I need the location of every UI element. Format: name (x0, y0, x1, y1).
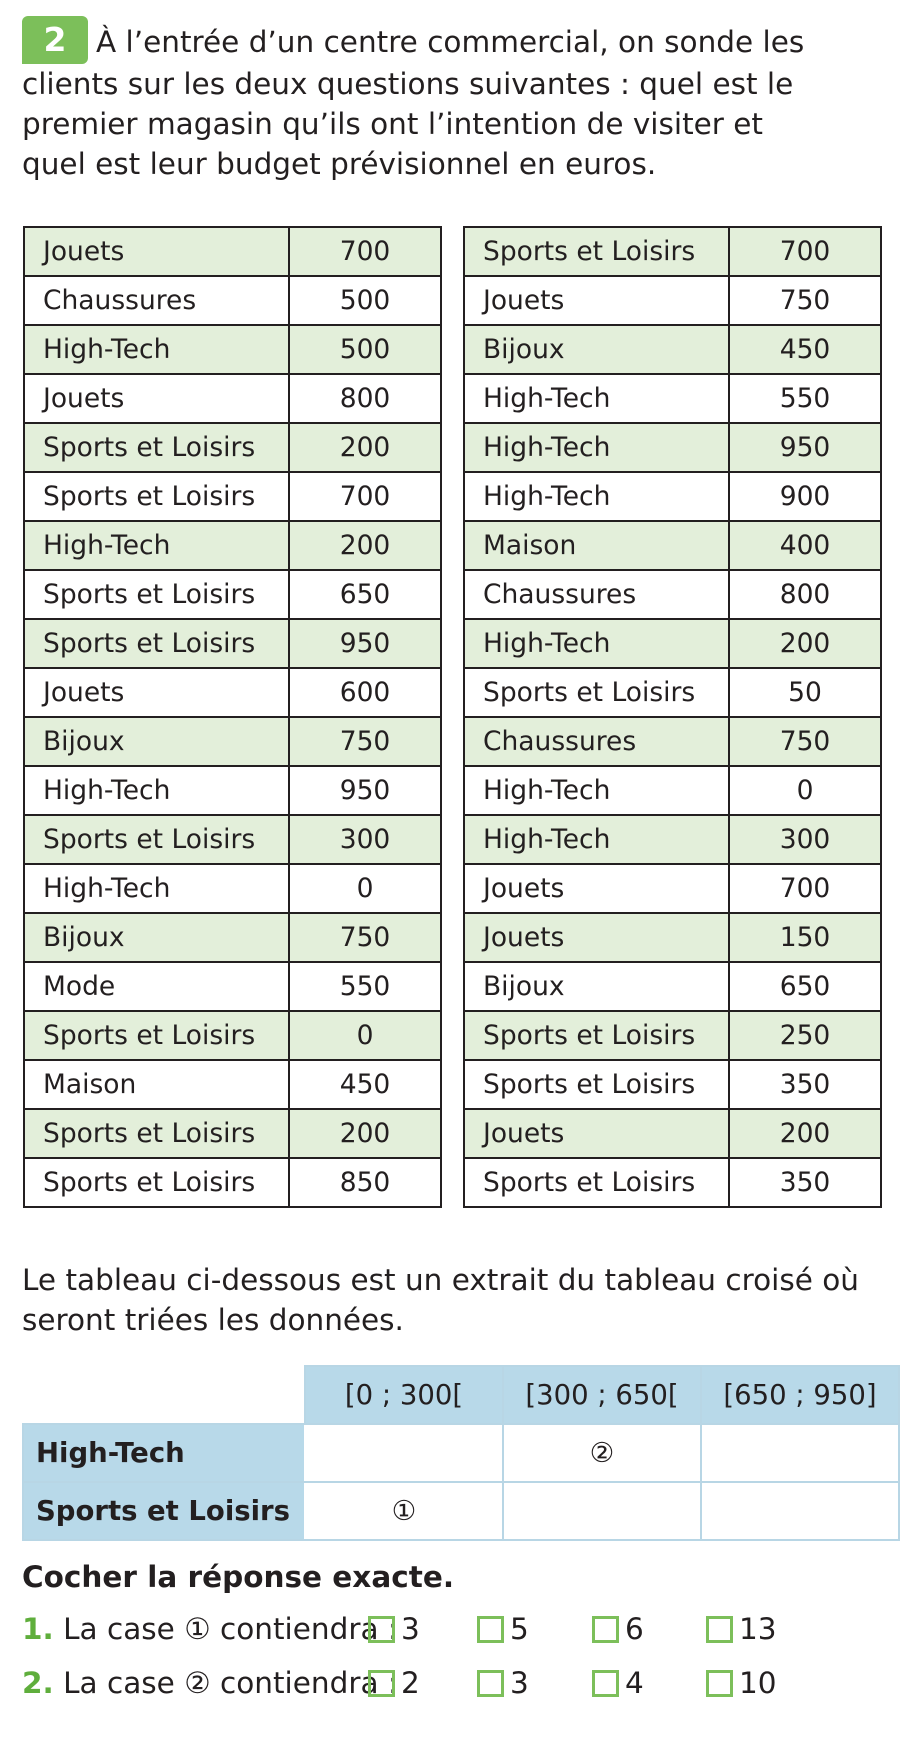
store-cell: High-Tech (464, 815, 729, 864)
checkbox[interactable] (368, 1670, 395, 1697)
store-cell: Bijoux (464, 962, 729, 1011)
budget-cell: 500 (289, 325, 441, 374)
store-cell: Chaussures (464, 570, 729, 619)
cross-table-col-header: [300 ; 650[ (503, 1366, 701, 1424)
table-row (464, 521, 881, 570)
cross-table-cell-marker-1: ① (305, 1482, 503, 1540)
store-cell: Sports et Loisirs (24, 619, 289, 668)
exercise-number-badge: 2 (22, 16, 88, 64)
cross-table-row-header: High-Tech (23, 1424, 305, 1482)
budget-cell: 450 (289, 1060, 441, 1109)
question-number: 1. (22, 1612, 54, 1646)
table-row (24, 276, 441, 325)
budget-cell: 200 (289, 521, 441, 570)
store-cell: Jouets (464, 1109, 729, 1158)
store-cell: High-Tech (464, 619, 729, 668)
table-row (24, 668, 441, 717)
budget-cell: 450 (729, 325, 881, 374)
table-row (24, 962, 441, 1011)
cross-table-corner (23, 1366, 305, 1424)
table-row (24, 815, 441, 864)
budget-cell: 750 (289, 913, 441, 962)
table-row (24, 1060, 441, 1109)
store-cell: High-Tech (464, 374, 729, 423)
table-row (464, 619, 881, 668)
store-cell: Jouets (464, 864, 729, 913)
cross-table-cell (305, 1424, 503, 1482)
budget-cell: 900 (729, 472, 881, 521)
option-label: 5 (510, 1612, 529, 1646)
store-cell: Bijoux (24, 717, 289, 766)
budget-cell: 300 (729, 815, 881, 864)
budget-cell: 700 (729, 864, 881, 913)
store-cell: Jouets (24, 668, 289, 717)
table-row (464, 423, 881, 472)
table-row (464, 472, 881, 521)
table-row (464, 276, 881, 325)
survey-table-left (23, 226, 442, 1208)
store-cell: High-Tech (24, 521, 289, 570)
answer-option[interactable] (368, 1612, 420, 1646)
store-cell: Bijoux (464, 325, 729, 374)
question-2 (22, 1666, 777, 1700)
budget-cell: 50 (729, 668, 881, 717)
cross-table-col-header: [0 ; 300[ (305, 1366, 503, 1424)
table-row (24, 717, 441, 766)
table-row (24, 766, 441, 815)
table-row (24, 1011, 441, 1060)
budget-cell: 0 (289, 1011, 441, 1060)
table-row (464, 1011, 881, 1060)
cross-table-col-header: [650 ; 950] (701, 1366, 899, 1424)
table-row (464, 1060, 881, 1109)
answer-option[interactable] (592, 1612, 644, 1646)
store-cell: Mode (24, 962, 289, 1011)
store-cell: Sports et Loisirs (24, 1011, 289, 1060)
budget-cell: 0 (729, 766, 881, 815)
store-cell: Chaussures (24, 276, 289, 325)
store-cell: Sports et Loisirs (24, 1158, 289, 1207)
table-row (24, 374, 441, 423)
budget-cell: 950 (729, 423, 881, 472)
budget-cell: 550 (729, 374, 881, 423)
exercise-intro-text: À l’entrée d’un centre commercial, on sonde les clients sur les deux questions suivantes : quel est le premier magasin qu’ils ont l’intention de visiter et quel est leur budget prévisionnel en euros. (22, 25, 805, 181)
table-row (24, 619, 441, 668)
cross-table-row-sports (23, 1482, 899, 1540)
checkbox[interactable] (477, 1616, 504, 1643)
store-cell: Chaussures (464, 717, 729, 766)
table-row (464, 717, 881, 766)
table-row (24, 1109, 441, 1158)
table-row (24, 864, 441, 913)
store-cell: Jouets (464, 276, 729, 325)
option-label: 6 (625, 1612, 644, 1646)
budget-cell: 950 (289, 619, 441, 668)
table-row (464, 766, 881, 815)
budget-cell: 750 (729, 717, 881, 766)
question-1 (22, 1612, 777, 1646)
option-label: 3 (401, 1612, 420, 1646)
budget-cell: 750 (289, 717, 441, 766)
store-cell: Maison (464, 521, 729, 570)
checkbox[interactable] (592, 1616, 619, 1643)
store-cell: Jouets (464, 913, 729, 962)
store-cell: Sports et Loisirs (24, 570, 289, 619)
checkbox[interactable] (706, 1616, 733, 1643)
budget-cell: 600 (289, 668, 441, 717)
table-row (24, 325, 441, 374)
budget-cell: 650 (289, 570, 441, 619)
answer-option[interactable] (368, 1666, 420, 1700)
cross-table-cell (701, 1482, 899, 1540)
budget-cell: 750 (729, 276, 881, 325)
store-cell: Sports et Loisirs (24, 472, 289, 521)
cross-table-header-row (23, 1366, 899, 1424)
cross-table-cell-marker-2: ② (503, 1424, 701, 1482)
table-row (24, 913, 441, 962)
budget-cell: 650 (729, 962, 881, 1011)
budget-cell: 350 (729, 1158, 881, 1207)
budget-cell: 550 (289, 962, 441, 1011)
cross-table-row-header: Sports et Loisirs (23, 1482, 305, 1540)
budget-cell: 0 (289, 864, 441, 913)
budget-cell: 350 (729, 1060, 881, 1109)
budget-cell: 200 (289, 423, 441, 472)
store-cell: High-Tech (24, 325, 289, 374)
table-row (464, 668, 881, 717)
table-row (24, 1158, 441, 1207)
cross-table-row-high-tech (23, 1424, 899, 1482)
answer-option[interactable] (592, 1666, 644, 1700)
budget-cell: 700 (289, 472, 441, 521)
answer-option[interactable] (477, 1666, 529, 1700)
table-row (464, 864, 881, 913)
checkbox[interactable] (706, 1670, 733, 1697)
option-label: 13 (739, 1612, 777, 1646)
budget-cell: 950 (289, 766, 441, 815)
budget-cell: 700 (289, 227, 441, 276)
table-row (464, 325, 881, 374)
checkbox[interactable] (477, 1670, 504, 1697)
budget-cell: 800 (289, 374, 441, 423)
store-cell: Sports et Loisirs (464, 227, 729, 276)
budget-cell: 150 (729, 913, 881, 962)
table-row (464, 1109, 881, 1158)
store-cell: High-Tech (24, 766, 289, 815)
store-cell: High-Tech (24, 864, 289, 913)
store-cell: High-Tech (464, 766, 729, 815)
survey-table-right (463, 226, 882, 1208)
instruction: Cocher la réponse exacte. (22, 1560, 455, 1594)
table-row (24, 472, 441, 521)
budget-cell: 200 (729, 619, 881, 668)
store-cell: Jouets (24, 227, 289, 276)
cross-table-cell (503, 1482, 701, 1540)
budget-cell: 700 (729, 227, 881, 276)
store-cell: Sports et Loisirs (24, 423, 289, 472)
question-text: La case ② contiendra : (63, 1666, 398, 1700)
budget-cell: 850 (289, 1158, 441, 1207)
store-cell: Sports et Loisirs (464, 668, 729, 717)
store-cell: High-Tech (464, 472, 729, 521)
store-cell: Sports et Loisirs (464, 1060, 729, 1109)
option-label: 4 (625, 1666, 644, 1700)
table-row (464, 570, 881, 619)
store-cell: Sports et Loisirs (24, 1109, 289, 1158)
cross-table-description: Le tableau ci-dessous est un extrait du tableau croisé où seront triées les données. (22, 1263, 859, 1337)
store-cell: Maison (24, 1060, 289, 1109)
store-cell: Sports et Loisirs (464, 1158, 729, 1207)
budget-cell: 400 (729, 521, 881, 570)
answer-option[interactable] (706, 1612, 777, 1646)
table-row (464, 227, 881, 276)
store-cell: Sports et Loisirs (464, 1011, 729, 1060)
budget-cell: 250 (729, 1011, 881, 1060)
answer-option[interactable] (477, 1612, 529, 1646)
cross-table (22, 1365, 900, 1541)
table-row (24, 423, 441, 472)
table-row (464, 1158, 881, 1207)
store-cell: Jouets (24, 374, 289, 423)
cross-table-cell (701, 1424, 899, 1482)
budget-cell: 300 (289, 815, 441, 864)
table-row (24, 570, 441, 619)
store-cell: Sports et Loisirs (24, 815, 289, 864)
budget-cell: 200 (289, 1109, 441, 1158)
table-row (464, 913, 881, 962)
option-label: 10 (739, 1666, 777, 1700)
option-label: 3 (510, 1666, 529, 1700)
store-cell: High-Tech (464, 423, 729, 472)
store-cell: Bijoux (24, 913, 289, 962)
checkbox[interactable] (592, 1670, 619, 1697)
budget-cell: 500 (289, 276, 441, 325)
checkbox[interactable] (368, 1616, 395, 1643)
answer-option[interactable] (706, 1666, 777, 1700)
option-label: 2 (401, 1666, 420, 1700)
question-number: 2. (22, 1666, 54, 1700)
budget-cell: 800 (729, 570, 881, 619)
table-row (24, 227, 441, 276)
question-text: La case ① contiendra : (63, 1612, 398, 1646)
table-row (24, 521, 441, 570)
table-row (464, 815, 881, 864)
table-row (464, 374, 881, 423)
exercise-statement (22, 22, 822, 184)
table-row (464, 962, 881, 1011)
budget-cell: 200 (729, 1109, 881, 1158)
